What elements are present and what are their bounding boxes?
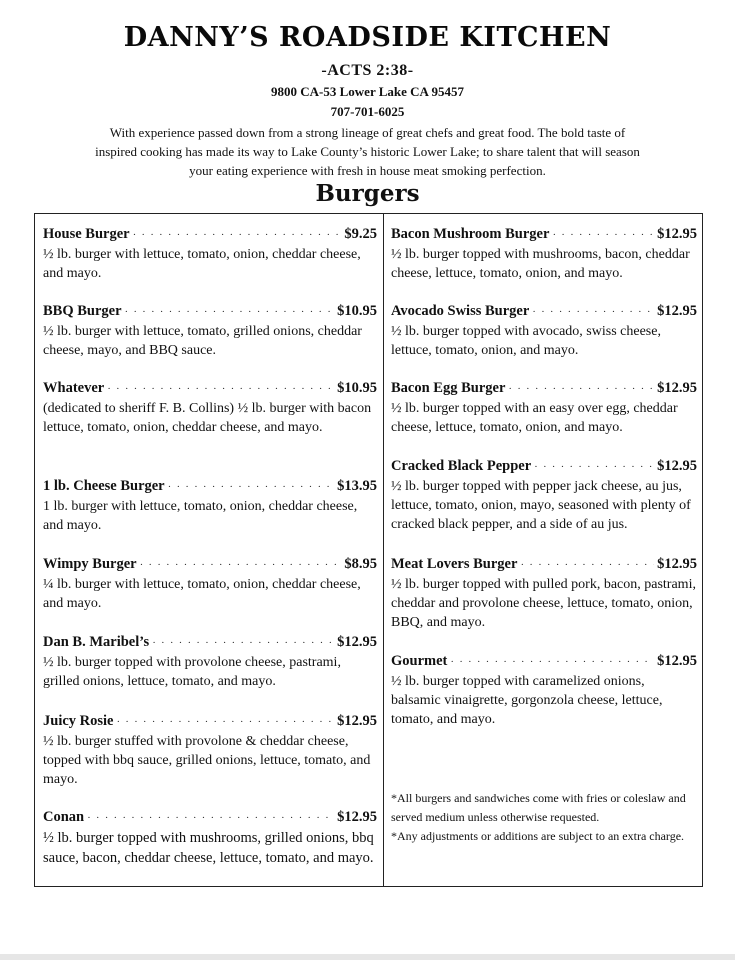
item-description: ½ lb. burger topped with pulled pork, bacon, pastrami, cheddar and provolone cheese, lettuce, tomato, onion, BBQ, and mayo.: [391, 577, 696, 630]
dot-leader: [107, 380, 334, 399]
menu-item-conan: [43, 808, 377, 868]
item-price: $9.25: [344, 226, 377, 242]
dot-leader: [552, 226, 654, 245]
item-name: Cracked Black Pepper: [391, 458, 532, 474]
menu-item-dan-b-maribels: [43, 633, 377, 691]
item-description: ½ lb. burger topped with pepper jack cheese, au jus, lettuce, tomato, onion, mayo, seasoned with plenty of cracked black pepper, and a side of au jus.: [391, 479, 691, 532]
menu-item-cracked-black-pepper: [391, 457, 697, 534]
item-name: Avocado Swiss Burger: [391, 303, 530, 319]
menu-notes: [391, 789, 697, 846]
item-price: $12.95: [657, 458, 697, 474]
menu-item-bacon-mushroom-burger: [391, 225, 697, 283]
menu-item-bbq-burger: [43, 302, 377, 360]
item-name: Conan: [43, 809, 85, 825]
dot-leader: [508, 380, 654, 399]
item-price: $12.95: [657, 653, 697, 669]
item-price: $10.95: [337, 380, 377, 396]
dot-leader: [450, 653, 654, 672]
item-price: $12.95: [657, 303, 697, 319]
item-name: Meat Lovers Burger: [391, 556, 518, 572]
dot-leader: [520, 556, 654, 575]
dot-leader: [133, 226, 342, 245]
dot-leader: [152, 634, 334, 653]
menu-item-wimpy-burger: [43, 555, 377, 613]
verse-reference: -ACTS 2:38-: [321, 62, 414, 79]
item-description: ½ lb. burger topped with mushrooms, bacon, cheddar cheese, lettuce, tomato, onion, and mayo.: [391, 247, 690, 281]
note-fries: *All burgers and sandwiches come with fries or coleslaw and served medium unless otherwise requested.: [391, 791, 686, 824]
dot-leader: [116, 713, 334, 732]
item-description: ½ lb. burger topped with avocado, swiss cheese, lettuce, tomato, onion, and mayo.: [391, 324, 661, 358]
item-description: ¼ lb. burger with lettuce, tomato, onion, cheddar cheese, and mayo.: [43, 577, 361, 611]
menu-item-meat-lovers-burger: [391, 555, 697, 632]
item-price: $12.95: [337, 713, 377, 729]
item-name: House Burger: [43, 226, 130, 242]
restaurant-title: DANNY’S ROADSIDE KITCHEN: [123, 22, 612, 53]
menu-item-gourmet: [391, 652, 697, 729]
item-name: 1 lb. Cheese Burger: [43, 478, 165, 494]
menu-item-1lb-cheese-burger: [43, 477, 377, 535]
item-description: ½ lb. burger with lettuce, tomato, grilled onions, cheddar cheese, mayo, and BBQ sauce.: [43, 324, 362, 358]
item-price: $12.95: [657, 380, 697, 396]
menu-item-avocado-swiss-burger: [391, 302, 697, 360]
item-name: Dan B. Maribel’s: [43, 634, 150, 650]
bottom-edge-bar: [0, 954, 735, 960]
item-price: $12.95: [657, 226, 697, 242]
item-description: (dedicated to sheriff F. B. Collins) ½ lb. burger with bacon lettuce, tomato, onion, cheddar cheese, and mayo.: [43, 401, 372, 435]
menu-item-juicy-rosie: [43, 712, 377, 789]
item-name: Bacon Mushroom Burger: [391, 226, 550, 242]
item-price: $12.95: [337, 634, 377, 650]
dot-leader: [534, 458, 654, 477]
item-description: ½ lb. burger stuffed with provolone & cheddar cheese, topped with bbq sauce, grilled onions, lettuce, tomato, and mayo.: [43, 734, 371, 787]
item-name: Wimpy Burger: [43, 556, 137, 572]
dot-leader: [168, 478, 335, 497]
dot-leader: [532, 303, 654, 322]
item-name: Juicy Rosie: [43, 713, 114, 729]
item-name: Whatever: [43, 380, 105, 396]
item-price: $13.95: [337, 478, 377, 494]
item-description: ½ lb. burger topped with an easy over egg, cheddar cheese, lettuce, tomato, onion, and mayo.: [391, 401, 678, 435]
item-name: BBQ Burger: [43, 303, 122, 319]
item-name: Bacon Egg Burger: [391, 380, 506, 396]
menu-item-house-burger: [43, 225, 377, 283]
item-description: ½ lb. burger topped with mushrooms, grilled onions, bbq sauce, bacon, cheddar cheese, lettuce, tomato, and mayo.: [43, 830, 374, 866]
item-name: Gourmet: [391, 653, 448, 669]
menu-box: [34, 213, 703, 887]
item-price: $8.95: [344, 556, 377, 572]
menu-item-bacon-egg-burger: [391, 379, 697, 437]
dot-leader: [125, 303, 335, 322]
menu-item-whatever: [43, 379, 377, 437]
column-divider: [383, 214, 384, 886]
dot-leader: [140, 556, 342, 575]
item-description: ½ lb. burger topped with caramelized onions, balsamic vinaigrette, gorgonzola cheese, lettuce, tomato, and mayo.: [391, 674, 663, 727]
item-price: $12.95: [657, 556, 697, 572]
item-description: 1 lb. burger with lettuce, tomato, onion, cheddar cheese, and mayo.: [43, 499, 358, 533]
note-adjustments: *Any adjustments or additions are subject to an extra charge.: [391, 829, 685, 843]
intro-paragraph: With experience passed down from a strong lineage of great chefs and great food. The bold taste of inspired cooking has made its way to Lake County’s historic Lower Lake; to share talent that will season your eating experience with fresh in house meat smoking perfection.: [95, 125, 640, 178]
address: 9800 CA-53 Lower Lake CA 95457: [271, 84, 464, 99]
item-description: ½ lb. burger topped with provolone cheese, pastrami, grilled onions, lettuce, tomato, and mayo.: [43, 655, 341, 689]
item-price: $10.95: [337, 303, 377, 319]
dot-leader: [87, 809, 334, 828]
item-price: $12.95: [337, 809, 377, 825]
item-description: ½ lb. burger with lettuce, tomato, onion, cheddar cheese, and mayo.: [43, 247, 361, 281]
section-title: Burgers: [315, 180, 420, 207]
phone-number: 707-701-6025: [330, 104, 405, 119]
